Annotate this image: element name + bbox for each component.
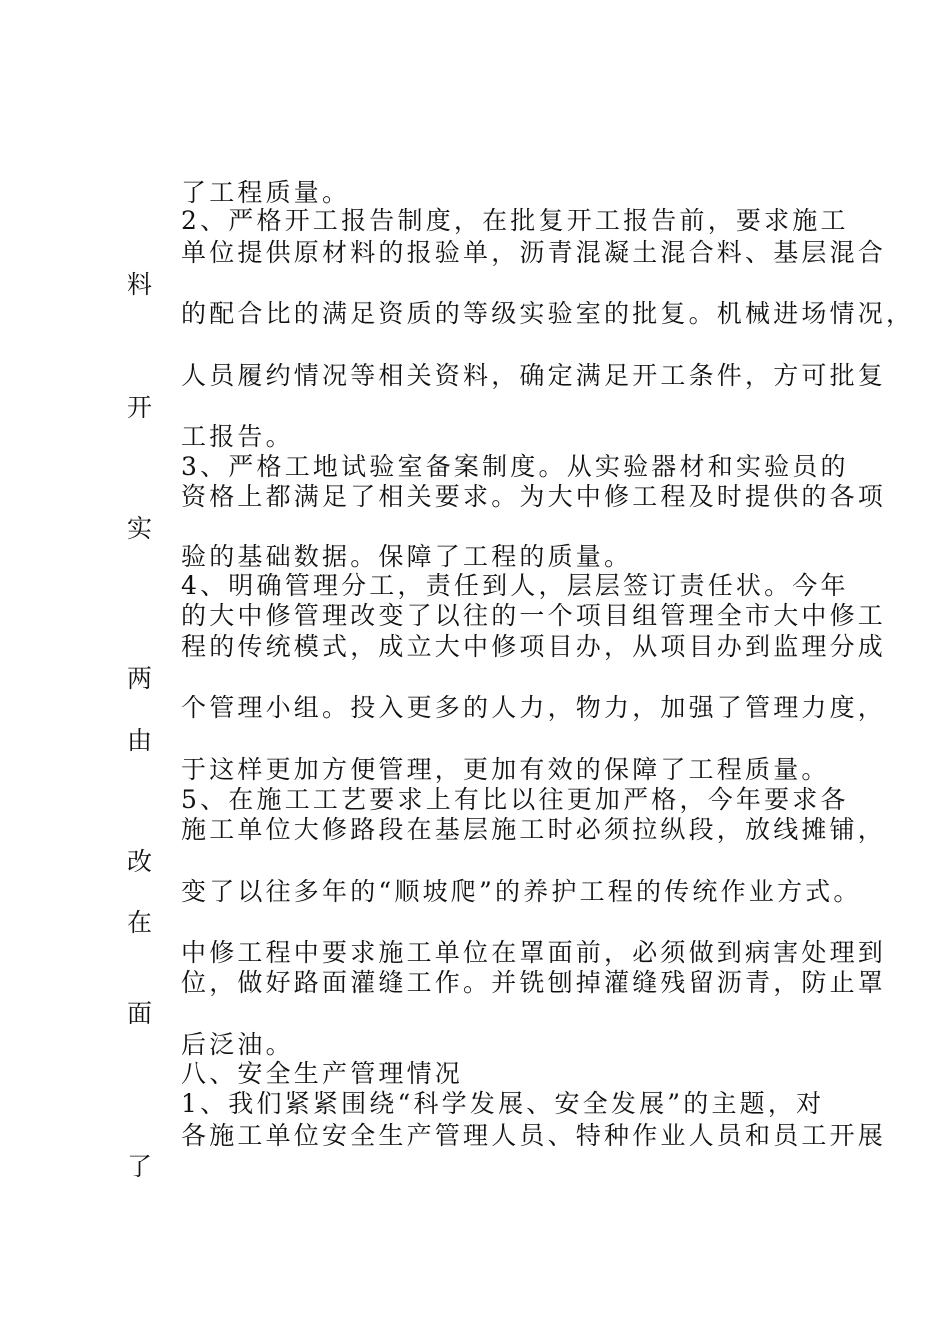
text-line: 程的传统模式，成立大中修项目办，从项目办到监理分成 bbox=[181, 632, 887, 661]
text-line: 单位提供原材料的报验单，沥青混凝土混合料、基层混合 bbox=[181, 238, 887, 267]
text-line: 中修工程中要求施工单位在罩面前，必须做到病害处理到 bbox=[181, 938, 887, 967]
text-line: 2、严格开工报告制度，在批复开工报告前，要求施工 bbox=[181, 206, 849, 235]
text-line: 1、我们紧紧围绕“科学发展、安全发展”的主题，对 bbox=[181, 1089, 825, 1118]
text-line: 施工单位大修路段在基层施工时必须拉纵段，放线摊铺， bbox=[181, 815, 887, 844]
text-line: 3、严格工地试验室备案制度。从实验器材和实验员的 bbox=[181, 452, 849, 481]
text-line: 资格上都满足了相关要求。为大中修工程及时提供的各项 bbox=[181, 482, 887, 511]
text-line: 个管理小组。投入更多的人力，物力，加强了管理力度， bbox=[181, 693, 887, 722]
text-line: 人员履约情况等相关资料，确定满足开工条件，方可批复 bbox=[181, 361, 887, 390]
text-line: 各施工单位安全生产管理人员、特种作业人员和员工开展 bbox=[181, 1121, 887, 1150]
text-line: 验的基础数据。保障了工程的质量。 bbox=[181, 542, 633, 571]
text-line: 的配合比的满足资质的等级实验室的批复。机械进场情况， bbox=[181, 299, 915, 328]
text-line: 面 bbox=[127, 999, 156, 1028]
text-line: 改 bbox=[127, 847, 156, 876]
text-line: 于这样更加方便管理，更加有效的保障了工程质量。 bbox=[181, 755, 830, 784]
text-line: 的大中修管理改变了以往的一个项目组管理全市大中修工 bbox=[181, 601, 887, 630]
text-line: 料 bbox=[127, 270, 156, 299]
section-heading: 八、安全生产管理情况 bbox=[181, 1059, 464, 1088]
text-line: 在 bbox=[127, 908, 156, 937]
text-line: 实 bbox=[127, 514, 156, 543]
text-line: 4、明确管理分工，责任到人，层层签订责任状。今年 bbox=[181, 571, 849, 600]
text-line: 开 bbox=[127, 393, 156, 422]
text-line: 后泛油。 bbox=[181, 1030, 294, 1059]
text-line: 了 bbox=[127, 1152, 156, 1181]
text-line: 两 bbox=[127, 664, 156, 693]
text-line: 工报告。 bbox=[181, 422, 294, 451]
text-line: 变了以往多年的“顺坡爬”的养护工程的传统作业方式。 bbox=[181, 877, 862, 906]
text-line: 由 bbox=[127, 726, 156, 755]
text-line: 了工程质量。 bbox=[181, 178, 351, 207]
text-line: 5、在施工工艺要求上有比以往更加严格，今年要求各 bbox=[181, 785, 849, 814]
text-line: 位，做好路面灌缝工作。并铣刨掉灌缝残留沥青，防止罩 bbox=[181, 968, 887, 997]
